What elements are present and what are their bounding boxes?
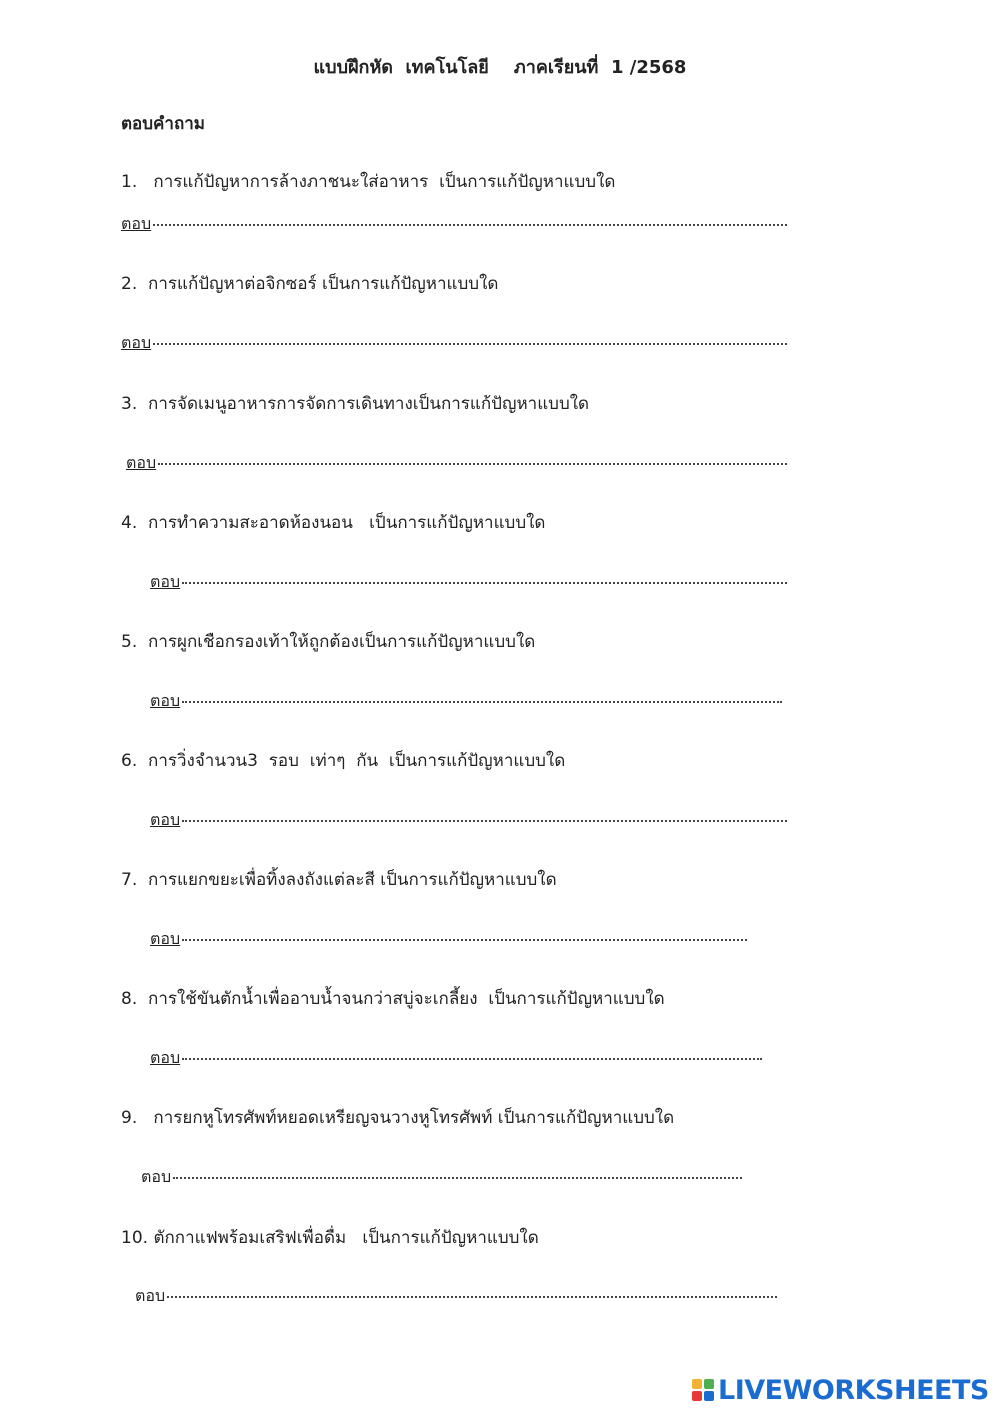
logo-text: LIVEWORKSHEETS xyxy=(718,1374,989,1406)
question-7: 7. การแยกขยะเพื่อทิ้งลงถังแต่ละสี เป็นการแก้ปัญหาแบบใด xyxy=(121,870,557,890)
answer-label: ตอบ xyxy=(150,572,181,591)
answer-line xyxy=(182,819,787,822)
question-1: 1. การแก้ปัญหาการล้างภาชนะใส่อาหาร เป็นการแก้ปัญหาแบบใด xyxy=(121,172,616,192)
answer-field-8[interactable] xyxy=(150,1046,762,1071)
answer-line xyxy=(182,700,782,703)
worksheet-title: แบบฝึกหัด เทคโนโลยี ภาคเรียนที่ 1 /2568 xyxy=(313,57,687,78)
answer-field-4[interactable] xyxy=(150,570,787,595)
answer-label: ตอบ xyxy=(135,1286,166,1305)
answer-label: ตอบ xyxy=(121,214,152,233)
question-8: 8. การใช้ขันตักน้ำเพื่ออาบน้ำจนกว่าสบู่จะเกลี้ยง เป็นการแก้ปัญหาแบบใด xyxy=(121,989,665,1009)
answer-line xyxy=(182,581,787,584)
answer-label: ตอบ xyxy=(150,691,181,710)
answer-label: ตอบ xyxy=(126,453,157,472)
section-heading: ตอบคำถาม xyxy=(121,114,206,134)
answer-line xyxy=(158,462,787,465)
answer-line xyxy=(167,1295,777,1298)
question-2: 2. การแก้ปัญหาต่อจิกซอร์ เป็นการแก้ปัญหาแบบใด xyxy=(121,274,499,294)
question-5: 5. การผูกเชือกรองเท้าให้ถูกต้องเป็นการแก้ปัญหาแบบใด xyxy=(121,632,536,652)
answer-line xyxy=(173,1176,742,1179)
answer-field-7[interactable] xyxy=(150,927,747,952)
question-6: 6. การวิ่งจำนวน3 รอบ เท่าๆ กัน เป็นการแก้ปัญหาแบบใด xyxy=(121,751,566,771)
answer-line xyxy=(182,1057,762,1060)
answer-field-3[interactable] xyxy=(126,451,787,476)
question-10: 10. ตักกาแฟพร้อมเสริฟเพื่อดื่ม เป็นการแก้ปัญหาแบบใด xyxy=(121,1228,539,1248)
answer-field-6[interactable] xyxy=(150,808,787,833)
answer-label: ตอบ xyxy=(150,810,181,829)
question-4: 4. การทำความสะอาดห้องนอน เป็นการแก้ปัญหาแบบใด xyxy=(121,513,546,533)
answer-line xyxy=(153,223,787,226)
answer-field-5[interactable] xyxy=(150,689,782,714)
answer-label: ตอบ xyxy=(121,333,152,352)
answer-field-9[interactable] xyxy=(141,1165,742,1190)
answer-label: ตอบ xyxy=(141,1167,172,1186)
answer-label: ตอบ xyxy=(150,929,181,948)
answer-line xyxy=(153,342,787,345)
question-9: 9. การยกหูโทรศัพท์หยอดเหรียญจนวางหูโทรศัพท์ เป็นการแก้ปัญหาแบบใด xyxy=(121,1108,675,1128)
question-3: 3. การจัดเมนูอาหารการจัดการเดินทางเป็นการแก้ปัญหาแบบใด xyxy=(121,394,590,414)
answer-label: ตอบ xyxy=(150,1048,181,1067)
answer-field-10[interactable] xyxy=(135,1284,777,1309)
answer-field-2[interactable] xyxy=(121,331,787,356)
liveworksheets-logo xyxy=(692,1374,989,1406)
logo-grid-icon xyxy=(692,1379,714,1401)
answer-field-1[interactable] xyxy=(121,212,787,237)
answer-line xyxy=(182,938,747,941)
